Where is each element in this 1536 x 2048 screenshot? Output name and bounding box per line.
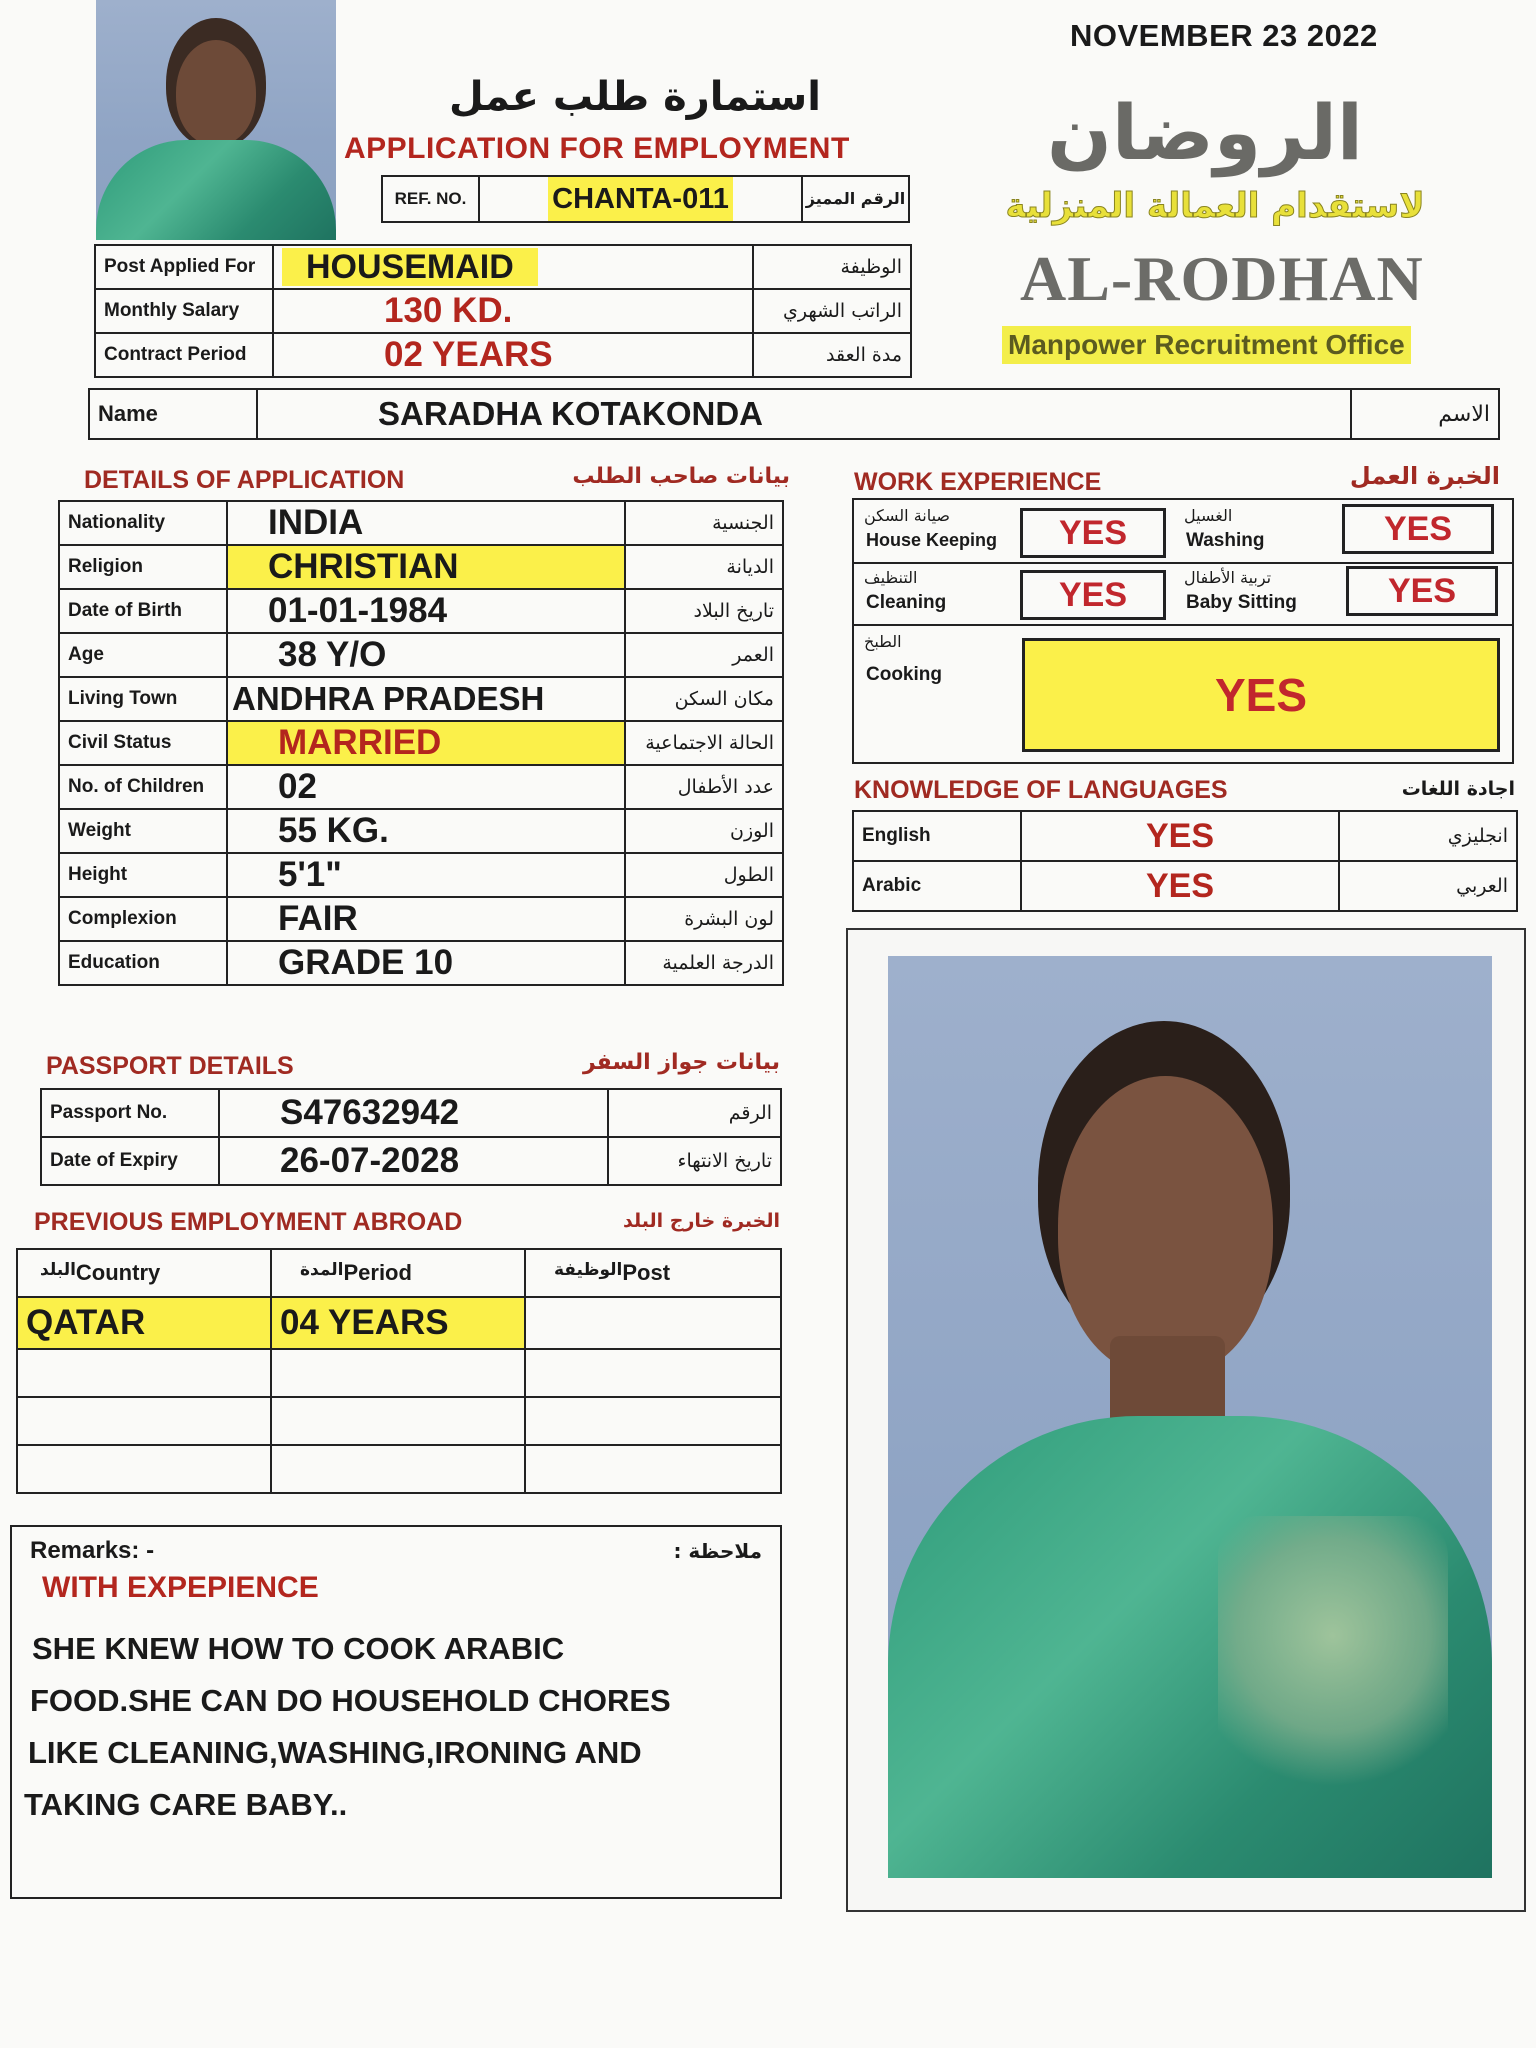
housekeeping-value: YES (1020, 508, 1166, 558)
language-row (853, 861, 1517, 911)
passport-label: Passport No. (41, 1089, 219, 1137)
remarks-label-arabic: ملاحظة : (673, 1539, 762, 1563)
detail-label-arabic: الحالة الاجتماعية (625, 721, 783, 765)
detail-row (59, 677, 783, 721)
contract-value: 02 YEARS (273, 333, 753, 377)
detail-label-arabic: عدد الأطفال (625, 765, 783, 809)
passport-row (41, 1089, 781, 1137)
language-label-arabic: العربي (1339, 861, 1517, 911)
detail-row (59, 941, 783, 985)
cooking-label: Cooking (866, 664, 942, 685)
remarks-line: TAKING CARE BABY.. (24, 1787, 348, 1822)
housekeeping-label: House Keeping (866, 530, 998, 550)
detail-label: Complexion (59, 897, 227, 941)
babysitting-label: Baby Sitting (1186, 592, 1297, 613)
details-title-arabic: بيانات صاحب الطلب (572, 464, 790, 489)
remarks-line: FOOD.SHE CAN DO HOUSEHOLD CHORES (30, 1683, 671, 1718)
ref-label-arabic: الرقم المميز (801, 177, 908, 221)
col-country-label: Country (75, 1260, 161, 1285)
detail-label: Education (59, 941, 227, 985)
applicant-photo-small (96, 0, 336, 240)
post-table (94, 244, 912, 378)
detail-label-arabic: لون البشرة (625, 897, 783, 941)
detail-label-arabic: مكان السكن (625, 677, 783, 721)
work-divider (854, 562, 1512, 564)
empty-cell (525, 1349, 781, 1397)
previous-title: PREVIOUS EMPLOYMENT ABROAD (34, 1208, 463, 1236)
empty-cell (525, 1445, 781, 1493)
col-period-label: Period (343, 1260, 412, 1285)
previous-table (16, 1248, 782, 1494)
detail-label: Living Town (59, 677, 227, 721)
post-row-position (95, 245, 911, 289)
work-title: WORK EXPERIENCE (854, 468, 1102, 496)
detail-value: 5'1" (227, 853, 625, 897)
detail-label: Age (59, 633, 227, 677)
previous-row-empty (17, 1445, 781, 1493)
detail-value: 01-01-1984 (227, 589, 625, 633)
photo-face (1058, 1076, 1273, 1376)
empty-cell (525, 1397, 781, 1445)
photo-saree-pattern (1218, 1516, 1448, 1816)
detail-label: Date of Birth (59, 589, 227, 633)
previous-country: QATAR (17, 1297, 271, 1349)
detail-value: FAIR (227, 897, 625, 941)
detail-label: Height (59, 853, 227, 897)
detail-label-arabic: الديانة (625, 545, 783, 589)
language-row (853, 811, 1517, 861)
photo-frame (846, 928, 1526, 1912)
company-tagline: Manpower Recruitment Office (1002, 326, 1411, 364)
form-title: APPLICATION FOR EMPLOYMENT (344, 132, 850, 165)
salary-label: Monthly Salary (95, 289, 273, 333)
washing-value: YES (1342, 504, 1494, 554)
salary-value: 130 KD. (273, 289, 753, 333)
post-row-contract (95, 333, 911, 377)
detail-value: 55 KG. (227, 809, 625, 853)
previous-row (17, 1297, 781, 1349)
detail-row (59, 765, 783, 809)
contract-label: Contract Period (95, 333, 273, 377)
form-date: NOVEMBER 23 2022 (1070, 18, 1378, 53)
languages-title-arabic: اجادة اللغات (1401, 778, 1515, 800)
babysitting-value: YES (1346, 566, 1498, 616)
cleaning-label-arabic: التنظيف (864, 568, 918, 587)
ref-box (381, 175, 910, 223)
applicant-photo-large (888, 956, 1492, 1878)
detail-label: Religion (59, 545, 227, 589)
detail-row (59, 721, 783, 765)
passport-title-arabic: بيانات جواز السفر (582, 1050, 780, 1075)
previous-period: 04 YEARS (271, 1297, 525, 1349)
language-value: YES (1021, 861, 1339, 911)
empty-cell (17, 1397, 271, 1445)
remarks-line: SHE KNEW HOW TO COOK ARABIC (32, 1631, 565, 1666)
empty-cell (17, 1445, 271, 1493)
detail-row (59, 809, 783, 853)
remarks-label: Remarks: - (30, 1537, 155, 1564)
col-post-label: Post (622, 1260, 671, 1285)
previous-header-row (17, 1249, 781, 1297)
babysitting-label-arabic: تربية الأطفال (1184, 568, 1272, 587)
empty-cell (17, 1349, 271, 1397)
post-label: Post Applied For (95, 245, 273, 289)
detail-label-arabic: الوزن (625, 809, 783, 853)
post-value-text: HOUSEMAID (282, 248, 538, 286)
remarks-line: LIKE CLEANING,WASHING,IRONING AND (28, 1735, 642, 1770)
photo-face (176, 40, 256, 145)
post-label-arabic: الوظيفة (753, 245, 911, 289)
ref-value: CHANTA-011 (548, 177, 733, 221)
language-label: English (853, 811, 1021, 861)
passport-label-arabic: تاريخ الانتهاء (608, 1137, 781, 1185)
name-label-arabic: الاسم (1351, 389, 1499, 439)
col-country-arabic: البلد (40, 1260, 76, 1280)
work-divider (854, 624, 1512, 626)
cleaning-value: YES (1020, 570, 1166, 620)
language-value: YES (1021, 811, 1339, 861)
post-row-salary (95, 289, 911, 333)
detail-label-arabic: العمر (625, 633, 783, 677)
col-country (17, 1249, 271, 1297)
washing-label: Washing (1186, 530, 1265, 551)
passport-row (41, 1137, 781, 1185)
language-label: Arabic (853, 861, 1021, 911)
detail-value: CHRISTIAN (227, 545, 625, 589)
salary-label-arabic: الراتب الشهري (753, 289, 911, 333)
passport-label-arabic: الرقم (608, 1089, 781, 1137)
previous-title-arabic: الخبرة خارج البلد (623, 1210, 780, 1232)
previous-row-empty (17, 1349, 781, 1397)
name-row (89, 389, 1499, 439)
cooking-label-arabic: الطبخ (864, 632, 902, 651)
photo-saree (96, 140, 336, 240)
housekeeping-label-arabic: صيانة السكن (864, 506, 951, 525)
cleaning-label: Cleaning (866, 592, 947, 613)
col-post-arabic: الوظيفة (554, 1260, 623, 1280)
detail-label-arabic: الدرجة العلمية (625, 941, 783, 985)
language-label-arabic: انجليزي (1339, 811, 1517, 861)
detail-label-arabic: الجنسية (625, 501, 783, 545)
empty-cell (271, 1397, 525, 1445)
detail-value: ANDHRA PRADESH (227, 677, 625, 721)
detail-value: GRADE 10 (227, 941, 625, 985)
name-value: SARADHA KOTAKONDA (257, 389, 1351, 439)
passport-value: S47632942 (219, 1089, 608, 1137)
detail-label-arabic: الطول (625, 853, 783, 897)
col-period (271, 1249, 525, 1297)
remarks-box (10, 1525, 782, 1899)
remarks-subtitle: WITH EXPEPIENCE (42, 1571, 319, 1604)
empty-cell (271, 1349, 525, 1397)
detail-row (59, 501, 783, 545)
ref-label: REF. NO. (383, 177, 480, 221)
detail-value: 38 Y/O (227, 633, 625, 677)
col-post (525, 1249, 781, 1297)
detail-label: Weight (59, 809, 227, 853)
previous-post (525, 1297, 781, 1349)
name-label: Name (89, 389, 257, 439)
passport-label: Date of Expiry (41, 1137, 219, 1185)
col-period-arabic: المدة (300, 1260, 344, 1280)
detail-label-arabic: تاريخ البلاد (625, 589, 783, 633)
work-title-arabic: الخبرة العمل (1349, 462, 1500, 490)
detail-row (59, 853, 783, 897)
languages-title: KNOWLEDGE OF LANGUAGES (854, 776, 1228, 804)
detail-row (59, 589, 783, 633)
detail-row (59, 545, 783, 589)
passport-title: PASSPORT DETAILS (46, 1052, 294, 1080)
cooking-value: YES (1022, 638, 1500, 752)
detail-row (59, 897, 783, 941)
contract-label-arabic: مدة العقد (753, 333, 911, 377)
detail-label: Nationality (59, 501, 227, 545)
work-box (852, 498, 1514, 764)
previous-row-empty (17, 1397, 781, 1445)
form-title-arabic: استمارة طلب عمل (449, 74, 821, 120)
company-name: AL-RODHAN (1020, 243, 1424, 314)
details-title: DETAILS OF APPLICATION (84, 466, 405, 494)
detail-value: 02 (227, 765, 625, 809)
languages-table (852, 810, 1518, 912)
passport-table (40, 1088, 782, 1186)
detail-label: Civil Status (59, 721, 227, 765)
details-table (58, 500, 784, 986)
name-table (88, 388, 1500, 440)
passport-value: 26-07-2028 (219, 1137, 608, 1185)
detail-label: No. of Children (59, 765, 227, 809)
empty-cell (271, 1445, 525, 1493)
detail-row (59, 633, 783, 677)
washing-label-arabic: الغسيل (1184, 506, 1233, 525)
company-name-arabic: الروضان (1047, 88, 1363, 177)
post-value (273, 245, 753, 289)
detail-value: MARRIED (227, 721, 625, 765)
detail-value: INDIA (227, 501, 625, 545)
company-tagline-arabic: لاستقدام العمالة المنزلية (1005, 186, 1425, 226)
